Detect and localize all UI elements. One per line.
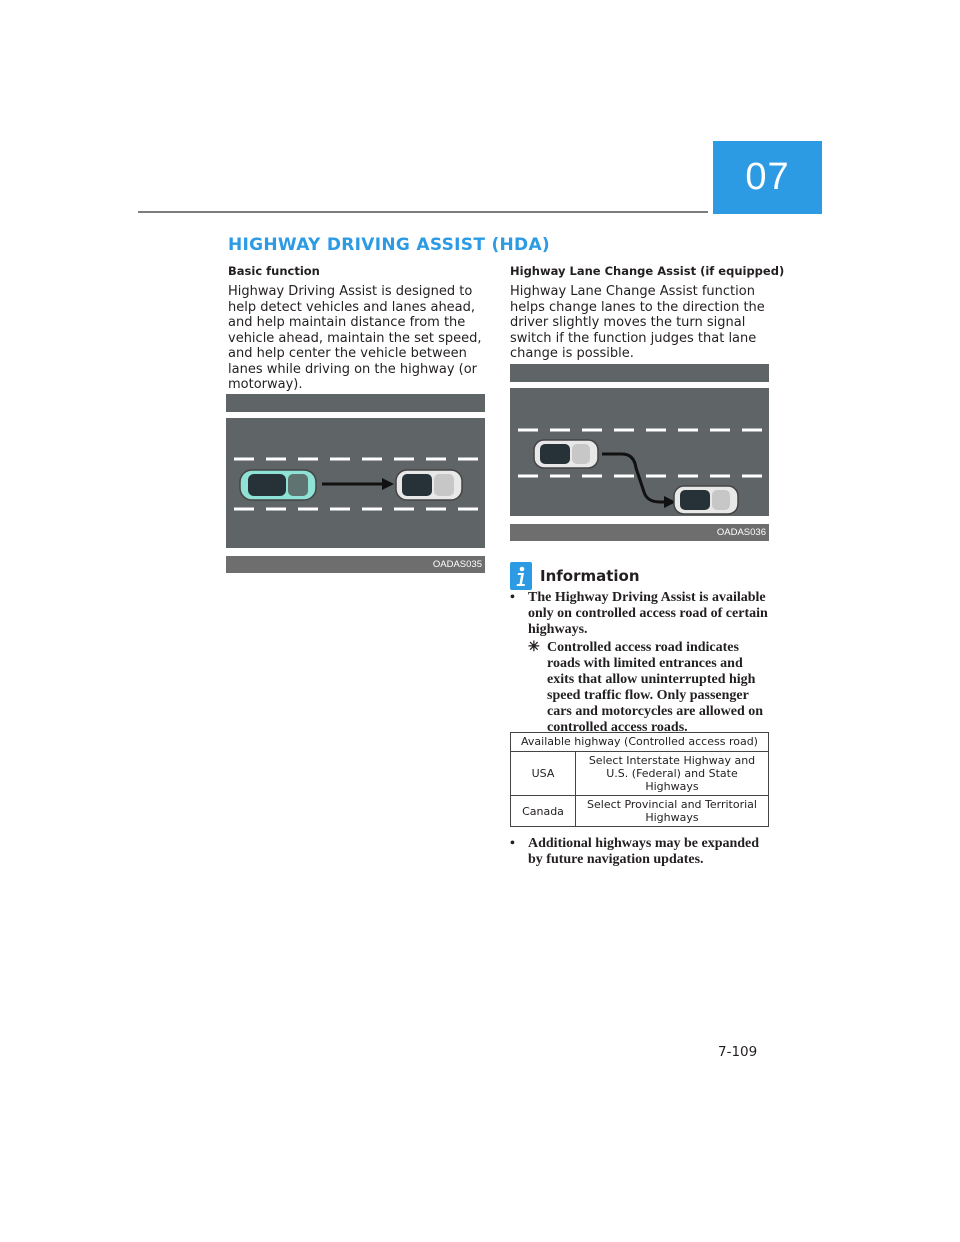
table-header: Available highway (Controlled access road) [511,733,769,752]
chapter-tab: 07 [713,141,822,214]
country-cell: USA [511,752,576,796]
header-rule [138,211,708,213]
info-bullet-2 [510,836,770,868]
road-top-strip [510,364,769,382]
basic-function-heading: Basic function [228,264,320,278]
roads-cell: Select Interstate Highway and U.S. (Federal) and State Highways [576,752,769,796]
controlled-access-note [528,640,770,736]
basic-function-text: Highway Driving Assist is designed to help detect vehicles and lanes ahead, and help maintain distance from the vehicle ahead, maintain the set speed, and help center the vehicle between lanes while driving on the highway (or motorway). [228,284,482,392]
hda-illustration [226,394,485,556]
page-number: 7-109 [718,1044,758,1060]
information-header [510,562,640,590]
section-title: HIGHWAY DRIVING ASSIST (HDA) [228,235,550,255]
bullet-marker: • [510,590,515,605]
roads-cell: Select Provincial and Territorial Highways [576,796,769,827]
controlled-access-note-text: Controlled access road indicates roads with limited entrances and exits that allow uninterrupted high speed traffic flow. Only passenger cars and motorcycles are allowed on controlled access roads. [547,640,764,735]
hda-figure [226,394,485,570]
lane-change-heading: Highway Lane Change Assist (if equipped) [510,264,785,278]
vehicle-before [534,440,598,468]
lane-change-text: Highway Lane Change Assist function helps change lanes to the direction the driver slightly moves the turn signal switch if the function judges that lane change is possible. [510,284,765,361]
bullet-marker: • [510,836,515,851]
lead-vehicle [396,470,462,500]
note-symbol: ✳ [528,640,540,655]
own-vehicle [240,470,316,500]
info-bullet-1-text: The Highway Driving Assist is available only on controlled access road of certain highways. [528,590,768,637]
hlca-figure [510,364,769,538]
table-header-row [511,733,769,752]
info-bullet-2-text: Additional highways may be expanded by future navigation updates. [528,836,760,867]
table-row [511,752,769,796]
figure-code: OADAS036 [510,524,769,541]
information-title: Information [540,567,640,585]
info-bullet-1 [510,590,770,638]
info-icon [510,562,532,590]
hlca-illustration [510,364,769,524]
figure-code: OADAS035 [226,556,485,573]
available-highway-table [510,732,769,827]
table-row [511,796,769,827]
road-top-strip [226,394,485,412]
country-cell: Canada [511,796,576,827]
vehicle-after [674,486,738,514]
